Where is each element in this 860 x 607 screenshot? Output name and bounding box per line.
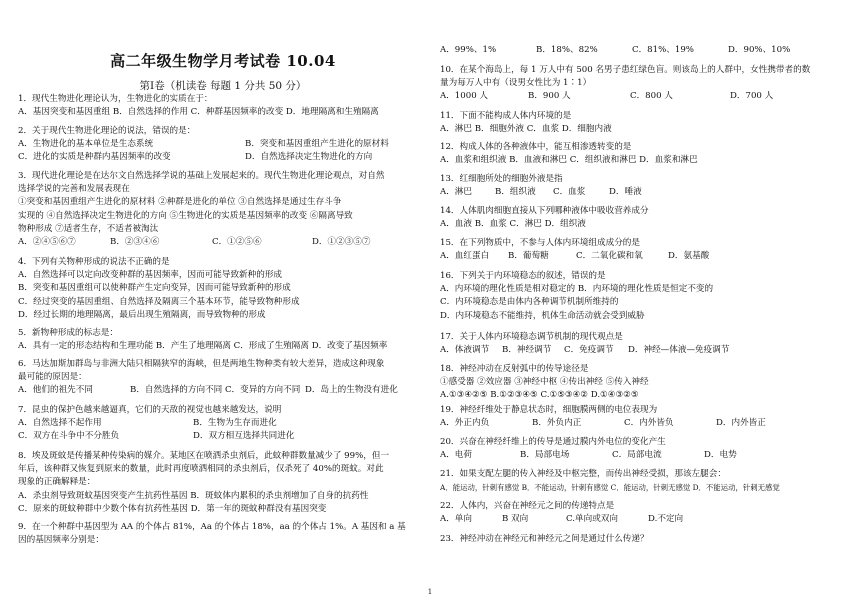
option-d: D．内环境稳态不能维持，机体生命活动就会受到威胁 — [440, 310, 645, 321]
option-b: B．生物为生存而进化 — [193, 418, 277, 429]
option-line: A．血液 B．血浆 C．淋巴 D．组织液 — [440, 219, 586, 230]
question-text-cont: 物种形成 ⑦适者生存，不适者被淘汰 — [18, 223, 159, 234]
option-a-b: A．内环境的理化性质是相对稳定的 B．内环境的理化性质是恒定不变的 — [440, 284, 714, 295]
option-b: B 双向 — [502, 514, 529, 525]
question-text: 1．现代生物进化理论认为，生物进化的实质在于： — [18, 94, 213, 104]
question-21 — [440, 468, 850, 494]
option-a: A．淋巴 — [440, 187, 472, 198]
question-1 — [18, 93, 428, 119]
option-b: B．②③④⑥ — [110, 237, 160, 248]
option-d: D．电势 — [704, 450, 737, 461]
question-18 — [440, 363, 850, 403]
question-text: 7．昆虫的保护色越来越逼真，它们的天敌的视觉也越来越发达，说明 — [18, 405, 282, 415]
question-14 — [440, 205, 850, 231]
question-text: 14．人体肌肉细胞直接从下列哪种液体中吸收营养成分 — [440, 206, 649, 216]
option-line: A．具有一定的形态结构和生理功能 B．产生了地理隔离 C．形成了生殖隔离 D．改变了基因频率 — [18, 341, 388, 352]
question-text-cont: 最可能的原因是： — [18, 372, 87, 383]
question-11 — [440, 110, 850, 136]
option-line: A．能运动，针刺有感觉 B．不能运动，针刺有感觉 C．能运动，针刺无感觉 D．不能运动，针刺无感觉 — [440, 483, 780, 493]
option-a: A．②④⑤⑥⑦ — [18, 237, 76, 248]
option-line: A.①③④②⑤ B.①②③④⑤ C.①⑤③④② D.①④③②⑤ — [440, 390, 639, 401]
question-text: 8．埃及斑蚊是传播某种传染病的媒介。某地区在喷洒杀虫剂后，此蚊种群数量减少了 99%，但一 — [18, 451, 390, 461]
option-d: D．经过长期的地理隔离，最后出现生殖隔离，而导致物种的形成 — [18, 309, 266, 320]
question-22 — [440, 500, 850, 526]
page-number: 1 — [427, 588, 433, 596]
option-line: A．淋巴 B．细胞外液 C．血浆 D．细胞内液 — [440, 124, 612, 135]
question-9 — [18, 521, 428, 547]
question-text: 21．如果支配左腿的传入神经及中枢完整，而传出神经受损，那该左腿会： — [440, 469, 726, 479]
question-16 — [440, 270, 850, 323]
question-13 — [440, 173, 850, 199]
question-text: 17．关于人体内环境稳态调节机制的现代观点是 — [440, 332, 623, 342]
option-b: B．突变和基因重组可以使种群产生定向变异，因而可能导致新种的形成 — [18, 283, 291, 294]
question-text: 13．红细胞所处的细胞外液是指 — [440, 174, 563, 184]
option-b: B．突变和基因重组产生进化的原材料 — [245, 139, 389, 150]
option-d: D．双方相互选择共同进化 — [193, 431, 295, 442]
option-b: B．组织液 — [495, 187, 536, 198]
option-c: C．血浆 — [553, 187, 586, 198]
question-text: 20．兴奋在神经纤维上的传导是通过膜内外电位的变化产生 — [440, 437, 666, 447]
question-15 — [440, 237, 850, 263]
option-a: A．体液调节 — [440, 345, 490, 356]
question-text-cont: 量为每万人中有（设男女性比为 1∶1） — [440, 78, 592, 89]
option-d: D．唾液 — [609, 187, 642, 198]
option-d: D．神经—体液—免疫调节 — [628, 345, 730, 356]
option-line: A．基因突变和基因重组 B．自然选择的作用 C．种群基因频率的改变 D．地理隔离和生殖隔离 — [18, 107, 379, 118]
option-d: D．①②③⑤⑦ — [312, 237, 371, 248]
question-text: 18．神经冲动在反射弧中的传导途径是 — [440, 364, 589, 374]
question-text: 22．人体内，兴奋在神经元之间的传递特点是 — [440, 501, 615, 511]
option-d: D.不定向 — [648, 514, 684, 525]
question-text: 2．关于现代生物进化理论的说法，错误的是： — [18, 126, 196, 136]
option-a: A．外正内负 — [440, 418, 490, 429]
option-c: C．81%、19% — [632, 45, 694, 55]
option-b: B．18%、82% — [536, 45, 598, 55]
question-text-cont: 年后，该种群又恢复到原来的数量，此时再度喷洒相同的杀虫剂后，仅杀死了 40%的斑蚊。对此 — [18, 464, 384, 475]
question-text: 10．在某个海岛上，每 1 万人中有 500 名男子患红绿色盲。则该岛上的人群中，女性携带者的数 — [440, 65, 811, 75]
question-17 — [440, 331, 850, 357]
option-a: A．他们的祖先不同 — [18, 385, 93, 396]
option-a: A．99%、1% — [440, 45, 497, 55]
question-text: 5．新物种形成的标志是： — [18, 328, 118, 338]
question-12 — [440, 141, 850, 167]
option-a-b: A．杀虫剂导致斑蚊基因突变产生抗药性基因 B．斑蚊体内累积的杀虫剂增加了自身的抗药性 — [18, 490, 369, 501]
question-2 — [18, 125, 428, 165]
option-d: D．自然选择决定生物进化的方向 — [245, 152, 373, 163]
question-text: 15．在下列物质中，不参与人体内环境组成成分的是 — [440, 238, 640, 248]
option-b: B．神经调节 — [502, 345, 552, 356]
option-c: C．进化的实质是种群内基因频率的改变 — [18, 152, 171, 163]
question-9-options — [440, 44, 850, 57]
question-23 — [440, 533, 850, 546]
option-d: D．氨基酸 — [668, 251, 710, 262]
question-4 — [18, 256, 428, 322]
question-10 — [440, 64, 850, 104]
option-d: D．岛上的生物没有进化 — [305, 385, 398, 396]
option-b: B．900 人 — [528, 91, 571, 102]
option-line: A．血浆和组织液 B．血液和淋巴 C．组织液和淋巴 D．血浆和淋巴 — [440, 155, 698, 166]
option-a: A．电荷 — [440, 450, 472, 461]
option-b: B．葡萄糖 — [508, 251, 549, 262]
question-3 — [18, 170, 428, 249]
option-b: B．局部电场 — [520, 450, 570, 461]
question-6 — [18, 358, 428, 398]
question-text: 11．下面不能构成人体内环境的是 — [440, 111, 572, 121]
question-text: 6．马达加斯加群岛与非洲大陆只相隔狭窄的海峡，但是两地生物种类有较大差异，造成这种现象 — [18, 359, 385, 369]
question-text-cont: ①突变和基因重组产生进化的原材料 ②种群是进化的单位 ③自然选择是通过生存斗争 — [18, 197, 342, 208]
option-d: D．内外皆正 — [716, 418, 766, 429]
question-text: 9．在一个种群中基因型为 AA 的个体占 81%，Aa 的个体占 18%，aa 的个体占 1%。A 基因和 a 基 — [18, 522, 406, 532]
option-b: B．外负内正 — [532, 418, 582, 429]
question-text-cont: 选择学说的完善和发展表现在 — [18, 184, 130, 195]
question-text: 16．下列关于内环境稳态的叙述，错误的是 — [440, 271, 606, 281]
question-text: 19．神经纤维处于静息状态时，细胞膜两侧的电位表现为 — [440, 405, 658, 415]
option-a: A．单向 — [440, 514, 472, 525]
option-c: C．内环境稳态是由体内各种调节机制所维持的 — [440, 297, 619, 308]
option-c: C．①②⑤⑥ — [212, 237, 262, 248]
question-text: 12．构成人体的各种液体中，能互相渗透转变的是 — [440, 142, 632, 152]
option-c: C．800 人 — [630, 91, 673, 102]
question-5 — [18, 327, 428, 353]
question-text: 4．下列有关物种形成的说法不正确的是 — [18, 257, 170, 267]
question-text-cont: 现象的正确解释是： — [18, 477, 96, 488]
option-c: C.单向或双向 — [566, 514, 618, 525]
option-a: A．1000 人 — [440, 91, 488, 102]
option-b-c: B．自然选择的方向不同 C．变异的方向不同 — [130, 385, 301, 396]
option-a: A．血红蛋白 — [440, 251, 490, 262]
question-text-cont: 因的基因频率分别是： — [18, 535, 104, 546]
question-text-cont: 实现的 ④自然选择决定生物进化的方向 ⑤生物进化的实质是基因频率的改变 ⑥隔离导致 — [18, 210, 353, 221]
question-19 — [440, 404, 850, 430]
question-text: 23．神经冲动在神经元和神经元之间是通过什么传递？ — [440, 534, 649, 544]
option-c: C．双方在斗争中不分胜负 — [18, 431, 120, 442]
option-a: A．自然选择可以定向改变种群的基因频率，因而可能导致新种的形成 — [18, 270, 283, 281]
option-d: D．90%、10% — [728, 45, 791, 55]
option-d: D．700 人 — [730, 91, 774, 102]
option-c: C．二氧化碳和氧 — [576, 251, 643, 262]
question-8 — [18, 450, 428, 516]
option-a: A．自然选择不起作用 — [18, 418, 102, 429]
question-items: ①感受器 ②效应器 ③神经中枢 ④传出神经 ⑤传入神经 — [440, 377, 649, 388]
question-text: 3．现代进化理论是在达尔文自然选择学说的基础上发展起来的。现代生物进化理论观点，对自然 — [18, 171, 385, 181]
option-c: C．经过突变的基因重组、自然选择及隔离三个基本环节，能导致物种形成 — [18, 296, 300, 307]
option-a: A．生物进化的基本单位是生态系统 — [18, 139, 154, 150]
question-20 — [440, 436, 850, 462]
option-c-d: C．原来的斑蚊种群中少数个体有抗药性基因 D．第一年的斑蚊种群没有基因突变 — [18, 503, 327, 514]
page-subtitle: 第Ⅰ卷（机读卷 每题 1 分共 50 分） — [139, 80, 307, 92]
question-7 — [18, 404, 428, 444]
option-c: C．内外皆负 — [624, 418, 674, 429]
option-c: C．免疫调节 — [564, 345, 614, 356]
page-title: 高二年级生物学月考试卷 10.04 — [110, 52, 336, 70]
option-c: C．局部电流 — [612, 450, 662, 461]
